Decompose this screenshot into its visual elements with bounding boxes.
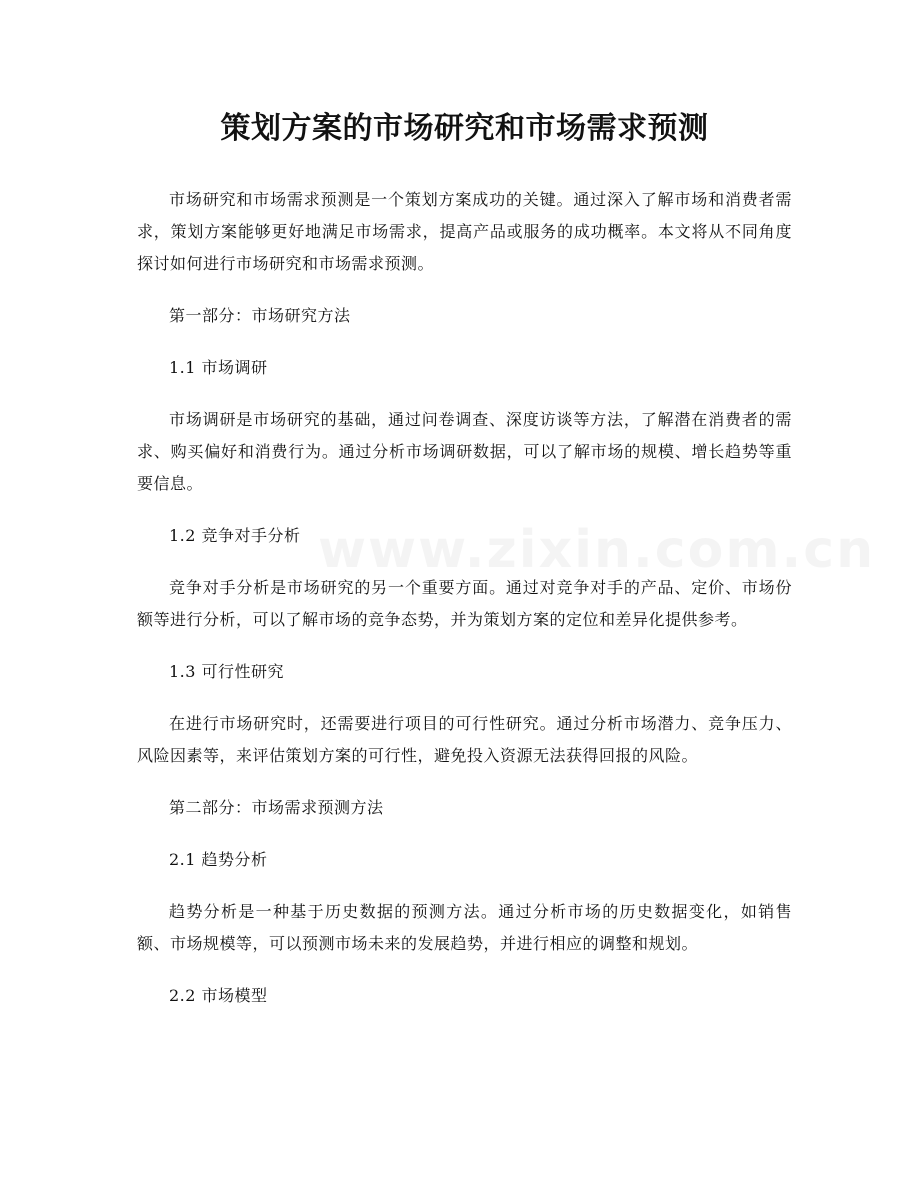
section-1-1-paragraph: 市场调研是市场研究的基础，通过问卷调查、深度访谈等方法，了解潜在消费者的需求、购买偏好和消费行为。通过分析市场调研数据，可以了解市场的规模、增长趋势等重要信息。 [137,410,792,493]
section-1-2-paragraph: 竞争对手分析是市场研究的另一个重要方面。通过对竞争对手的产品、定价、市场份额等进行分析，可以了解市场的竞争态势，并为策划方案的定位和差异化提供参考。 [137,578,792,629]
section-1-1-heading: 1.1 市场调研 [169,358,268,377]
document-body [137,184,792,1012]
part1-heading: 第一部分：市场研究方法 [169,306,351,325]
section-1-3-paragraph: 在进行市场研究时，还需要进行项目的可行性研究。通过分析市场潜力、竞争压力、风险因素等，来评估策划方案的可行性，避免投入资源无法获得回报的风险。 [137,714,792,765]
document-title: 策划方案的市场研究和市场需求预测 [220,111,709,146]
section-2-1-paragraph: 趋势分析是一种基于历史数据的预测方法。通过分析市场的历史数据变化，如销售额、市场规模等，可以预测市场未来的发展趋势，并进行相应的调整和规划。 [137,902,792,953]
section-2-2-heading: 2.2 市场模型 [169,986,268,1005]
section-1-2-heading: 1.2 竞争对手分析 [169,526,301,545]
part2-heading: 第二部分：市场需求预测方法 [169,798,384,817]
watermark: www.zixin.com.cn [318,520,876,580]
section-1-3-heading: 1.3 可行性研究 [169,662,285,681]
intro-paragraph: 市场研究和市场需求预测是一个策划方案成功的关键。通过深入了解市场和消费者需求，策划方案能够更好地满足市场需求，提高产品或服务的成功概率。本文将从不同角度探讨如何进行市场研究和市场需求预测。 [137,190,792,273]
section-2-1-heading: 2.1 趋势分析 [169,850,268,869]
